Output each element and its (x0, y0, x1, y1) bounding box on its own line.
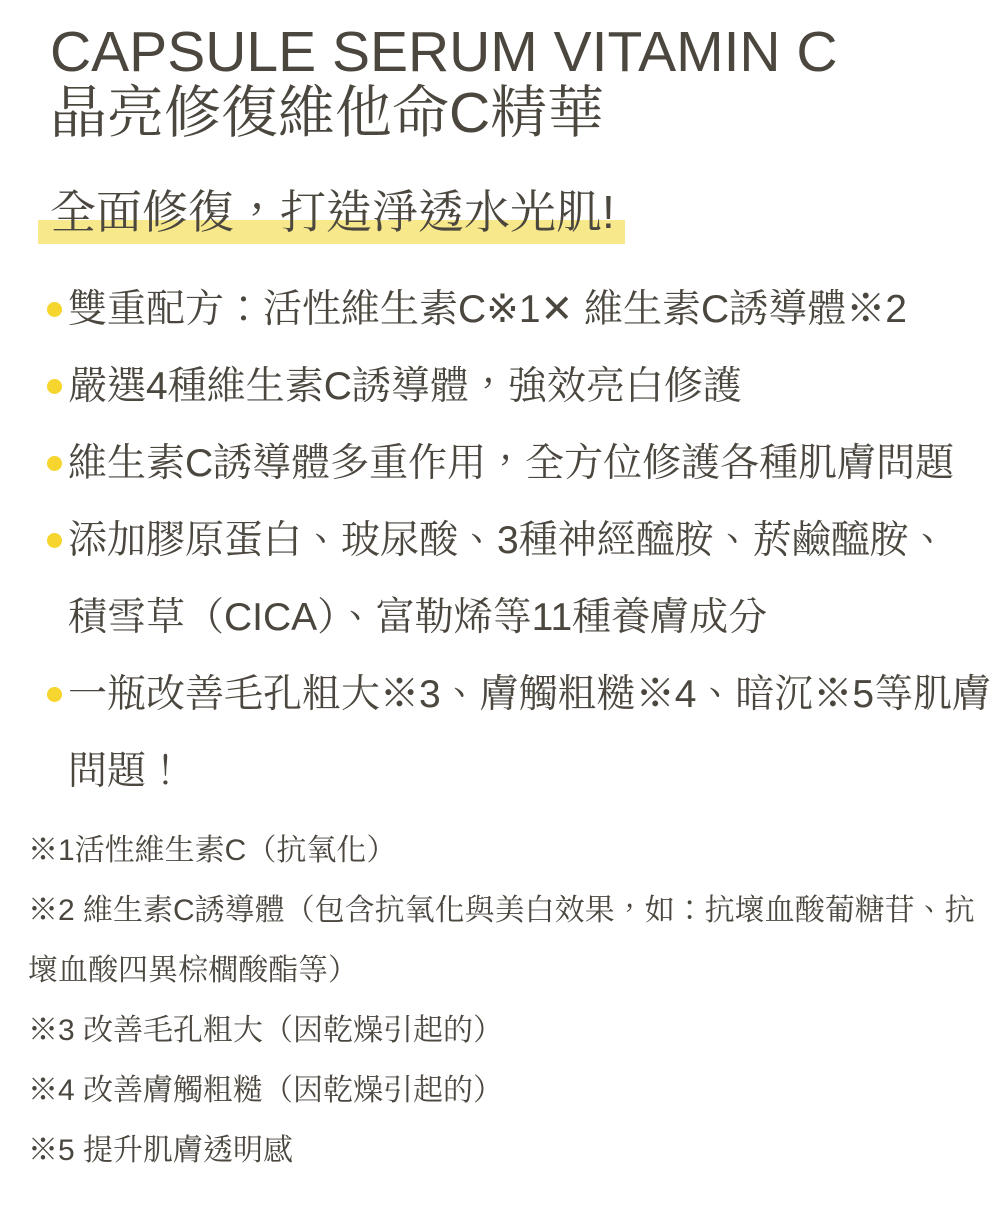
footnote-text: ※4 改善膚觸粗糙（因乾燥引起的） (28, 1074, 504, 1107)
feature-item (47, 656, 1000, 810)
feature-item (47, 271, 1000, 348)
feature-text: 添加膠原蛋白、玻尿酸、3種神經醯胺、菸鹼醯胺、 (68, 519, 948, 562)
footnote-text: ※1活性維生素C（抗氧化） (28, 834, 397, 867)
feature-text: 一瓶改善毛孔粗大※3、膚觸粗糙※4、暗沉※5等肌膚 (68, 673, 992, 716)
feature-item (47, 348, 1000, 425)
footnotes-section (28, 821, 1000, 1181)
feature-text: 嚴選4種維生素C誘導體，強效亮白修護 (68, 365, 742, 408)
bullet-dot-icon (47, 302, 62, 317)
feature-text: 積雪草（CICA）、富勒烯等11種養膚成分 (68, 596, 768, 639)
product-title-en: CAPSULE SERUM VITAMIN C (50, 20, 838, 84)
product-title-zh: 晶亮修復維他命C精華 (50, 81, 605, 145)
bullet-dot-icon (47, 456, 62, 471)
footnote (28, 1001, 1000, 1061)
footnote-text: ※3 改善毛孔粗大（因乾燥引起的） (28, 1014, 504, 1047)
bullet-dot-icon (47, 379, 62, 394)
feature-text: 維生素C誘導體多重作用，全方位修護各種肌膚問題 (68, 442, 955, 485)
footnote (28, 881, 1000, 1001)
feature-list (47, 271, 1000, 810)
feature-item (47, 425, 1000, 502)
footnote (28, 1121, 1000, 1181)
footnote (28, 1061, 1000, 1121)
footnote-text: ※5 提升肌膚透明感 (28, 1134, 294, 1167)
feature-item (47, 502, 1000, 656)
footnote-text: 壞血酸四異棕櫚酸酯等） (28, 954, 358, 987)
tagline-highlighted-text: 全面修復，打造淨透水光肌! (38, 184, 625, 244)
footnote-text: ※2 維生素C誘導體（包含抗氧化與美白效果，如：抗壞血酸葡糖苷、抗 (28, 894, 975, 927)
bullet-dot-icon (47, 687, 62, 702)
bullet-dot-icon (47, 533, 62, 548)
tagline (50, 184, 1000, 244)
footnote (28, 821, 1000, 881)
product-title (50, 22, 1000, 144)
feature-text: 雙重配方：活性維生素C※1✕ 維生素C誘導體※2 (68, 288, 907, 331)
feature-text: 問題！ (68, 750, 186, 793)
